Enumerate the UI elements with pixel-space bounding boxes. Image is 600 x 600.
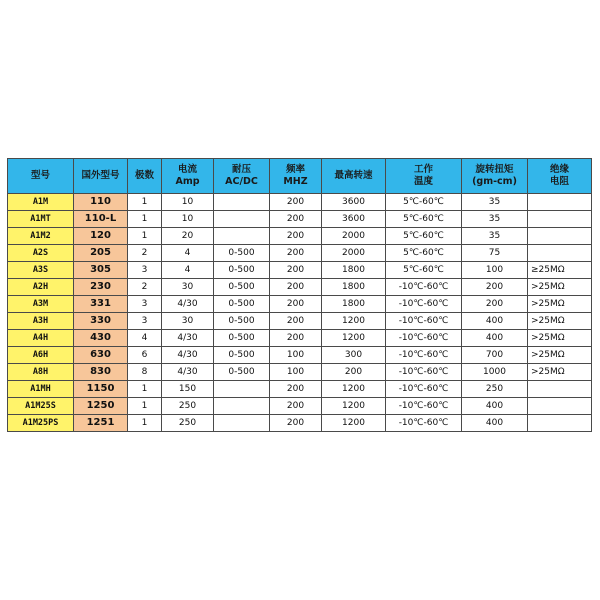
cell-max-speed: 2000 — [322, 228, 386, 245]
table-row — [8, 245, 592, 262]
cell-current: 20 — [162, 228, 214, 245]
cell-max-speed: 1200 — [322, 381, 386, 398]
cell-torque: 35 — [462, 228, 528, 245]
cell-model: A6H — [8, 347, 74, 364]
table-row — [8, 296, 592, 313]
table-row — [8, 228, 592, 245]
table-row — [8, 279, 592, 296]
cell-frequency: 200 — [270, 194, 322, 211]
cell-intl-model: 1251 — [74, 415, 128, 432]
cell-poles: 3 — [128, 262, 162, 279]
cell-poles: 8 — [128, 364, 162, 381]
cell-insulation — [528, 211, 592, 228]
cell-voltage: 0-500 — [214, 330, 270, 347]
cell-frequency: 200 — [270, 381, 322, 398]
cell-voltage: 0-500 — [214, 313, 270, 330]
cell-temperature: -10℃-60℃ — [386, 313, 462, 330]
cell-voltage — [214, 398, 270, 415]
cell-temperature: -10℃-60℃ — [386, 415, 462, 432]
cell-temperature: -10℃-60℃ — [386, 381, 462, 398]
cell-poles: 1 — [128, 211, 162, 228]
cell-voltage — [214, 194, 270, 211]
table-row — [8, 330, 592, 347]
cell-model: A1M — [8, 194, 74, 211]
header-row — [8, 159, 592, 194]
cell-poles: 4 — [128, 330, 162, 347]
cell-insulation — [528, 398, 592, 415]
cell-frequency: 200 — [270, 228, 322, 245]
cell-poles: 6 — [128, 347, 162, 364]
cell-voltage — [214, 228, 270, 245]
cell-torque: 250 — [462, 381, 528, 398]
cell-frequency: 200 — [270, 313, 322, 330]
cell-model: A2S — [8, 245, 74, 262]
cell-intl-model: 305 — [74, 262, 128, 279]
header-voltage: 耐压 AC/DC — [214, 159, 270, 194]
cell-intl-model: 110 — [74, 194, 128, 211]
header-poles: 极数 — [128, 159, 162, 194]
cell-intl-model: 110-L — [74, 211, 128, 228]
cell-voltage: 0-500 — [214, 347, 270, 364]
cell-torque: 200 — [462, 296, 528, 313]
cell-poles: 1 — [128, 415, 162, 432]
cell-frequency: 200 — [270, 330, 322, 347]
cell-voltage — [214, 381, 270, 398]
cell-poles: 3 — [128, 313, 162, 330]
cell-torque: 400 — [462, 330, 528, 347]
cell-max-speed: 3600 — [322, 194, 386, 211]
cell-voltage: 0-500 — [214, 279, 270, 296]
cell-torque: 100 — [462, 262, 528, 279]
cell-insulation: >25MΩ — [528, 313, 592, 330]
cell-temperature: 5℃-60℃ — [386, 194, 462, 211]
cell-insulation — [528, 245, 592, 262]
cell-voltage — [214, 211, 270, 228]
cell-insulation: >25MΩ — [528, 296, 592, 313]
cell-intl-model: 120 — [74, 228, 128, 245]
cell-model: A1M25S — [8, 398, 74, 415]
cell-temperature: 5℃-60℃ — [386, 211, 462, 228]
cell-max-speed: 300 — [322, 347, 386, 364]
cell-current: 10 — [162, 194, 214, 211]
cell-temperature: 5℃-60℃ — [386, 262, 462, 279]
cell-model: A1MH — [8, 381, 74, 398]
cell-frequency: 200 — [270, 296, 322, 313]
cell-temperature: 5℃-60℃ — [386, 245, 462, 262]
cell-intl-model: 331 — [74, 296, 128, 313]
cell-max-speed: 2000 — [322, 245, 386, 262]
cell-insulation: >25MΩ — [528, 330, 592, 347]
cell-intl-model: 230 — [74, 279, 128, 296]
cell-insulation: >25MΩ — [528, 279, 592, 296]
cell-current: 4/30 — [162, 364, 214, 381]
cell-poles: 1 — [128, 228, 162, 245]
header-insulation: 绝缘 电阻 — [528, 159, 592, 194]
cell-torque: 400 — [462, 313, 528, 330]
header-max-speed: 最高转速 — [322, 159, 386, 194]
table-row — [8, 262, 592, 279]
cell-frequency: 200 — [270, 398, 322, 415]
cell-poles: 1 — [128, 398, 162, 415]
cell-insulation: ≥25MΩ — [528, 262, 592, 279]
cell-intl-model: 830 — [74, 364, 128, 381]
cell-current: 4 — [162, 262, 214, 279]
table-row — [8, 364, 592, 381]
cell-poles: 2 — [128, 279, 162, 296]
cell-max-speed: 200 — [322, 364, 386, 381]
cell-model: A1M2 — [8, 228, 74, 245]
cell-max-speed: 1200 — [322, 313, 386, 330]
cell-torque: 75 — [462, 245, 528, 262]
table-row — [8, 415, 592, 432]
cell-torque: 400 — [462, 415, 528, 432]
cell-insulation: >25MΩ — [528, 364, 592, 381]
cell-temperature: -10℃-60℃ — [386, 364, 462, 381]
cell-current: 250 — [162, 415, 214, 432]
header-model: 型号 — [8, 159, 74, 194]
cell-voltage: 0-500 — [214, 296, 270, 313]
cell-frequency: 100 — [270, 364, 322, 381]
cell-torque: 700 — [462, 347, 528, 364]
cell-poles: 2 — [128, 245, 162, 262]
cell-model: A2H — [8, 279, 74, 296]
cell-temperature: -10℃-60℃ — [386, 279, 462, 296]
table-row — [8, 381, 592, 398]
header-intl-model: 国外型号 — [74, 159, 128, 194]
cell-insulation: >25MΩ — [528, 347, 592, 364]
cell-temperature: 5℃-60℃ — [386, 228, 462, 245]
cell-current: 250 — [162, 398, 214, 415]
cell-model: A4H — [8, 330, 74, 347]
cell-model: A1M25PS — [8, 415, 74, 432]
cell-frequency: 200 — [270, 245, 322, 262]
cell-frequency: 200 — [270, 262, 322, 279]
cell-poles: 1 — [128, 381, 162, 398]
cell-intl-model: 630 — [74, 347, 128, 364]
cell-max-speed: 1800 — [322, 262, 386, 279]
cell-current: 150 — [162, 381, 214, 398]
table-row — [8, 398, 592, 415]
cell-insulation — [528, 381, 592, 398]
cell-intl-model: 330 — [74, 313, 128, 330]
cell-current: 4/30 — [162, 330, 214, 347]
cell-frequency: 100 — [270, 347, 322, 364]
cell-max-speed: 1800 — [322, 296, 386, 313]
cell-current: 30 — [162, 279, 214, 296]
cell-torque: 200 — [462, 279, 528, 296]
header-torque: 旋转扭矩 (gm-cm) — [462, 159, 528, 194]
cell-voltage: 0-500 — [214, 262, 270, 279]
cell-temperature: -10℃-60℃ — [386, 347, 462, 364]
cell-frequency: 200 — [270, 415, 322, 432]
cell-intl-model: 205 — [74, 245, 128, 262]
cell-max-speed: 3600 — [322, 211, 386, 228]
cell-model: A1MT — [8, 211, 74, 228]
cell-current: 4 — [162, 245, 214, 262]
cell-voltage: 0-500 — [214, 245, 270, 262]
cell-current: 4/30 — [162, 347, 214, 364]
cell-voltage: 0-500 — [214, 364, 270, 381]
cell-insulation — [528, 228, 592, 245]
cell-intl-model: 1150 — [74, 381, 128, 398]
cell-current: 4/30 — [162, 296, 214, 313]
cell-torque: 1000 — [462, 364, 528, 381]
cell-current: 10 — [162, 211, 214, 228]
cell-model: A3M — [8, 296, 74, 313]
cell-model: A3S — [8, 262, 74, 279]
cell-insulation — [528, 415, 592, 432]
table-row — [8, 211, 592, 228]
header-frequency: 频率 MHZ — [270, 159, 322, 194]
cell-temperature: -10℃-60℃ — [386, 398, 462, 415]
cell-temperature: -10℃-60℃ — [386, 330, 462, 347]
cell-max-speed: 1800 — [322, 279, 386, 296]
header-temperature: 工作 温度 — [386, 159, 462, 194]
cell-insulation — [528, 194, 592, 211]
cell-poles: 1 — [128, 194, 162, 211]
cell-torque: 35 — [462, 194, 528, 211]
table-row — [8, 347, 592, 364]
header-current: 电流 Amp — [162, 159, 214, 194]
cell-frequency: 200 — [270, 279, 322, 296]
cell-intl-model: 1250 — [74, 398, 128, 415]
cell-poles: 3 — [128, 296, 162, 313]
cell-torque: 400 — [462, 398, 528, 415]
spec-table — [7, 158, 592, 432]
cell-max-speed: 1200 — [322, 415, 386, 432]
table-row — [8, 313, 592, 330]
cell-max-speed: 1200 — [322, 398, 386, 415]
cell-current: 30 — [162, 313, 214, 330]
cell-torque: 35 — [462, 211, 528, 228]
cell-max-speed: 1200 — [322, 330, 386, 347]
table-row — [8, 194, 592, 211]
cell-temperature: -10℃-60℃ — [386, 296, 462, 313]
cell-intl-model: 430 — [74, 330, 128, 347]
cell-voltage — [214, 415, 270, 432]
cell-frequency: 200 — [270, 211, 322, 228]
cell-model: A8H — [8, 364, 74, 381]
cell-model: A3H — [8, 313, 74, 330]
